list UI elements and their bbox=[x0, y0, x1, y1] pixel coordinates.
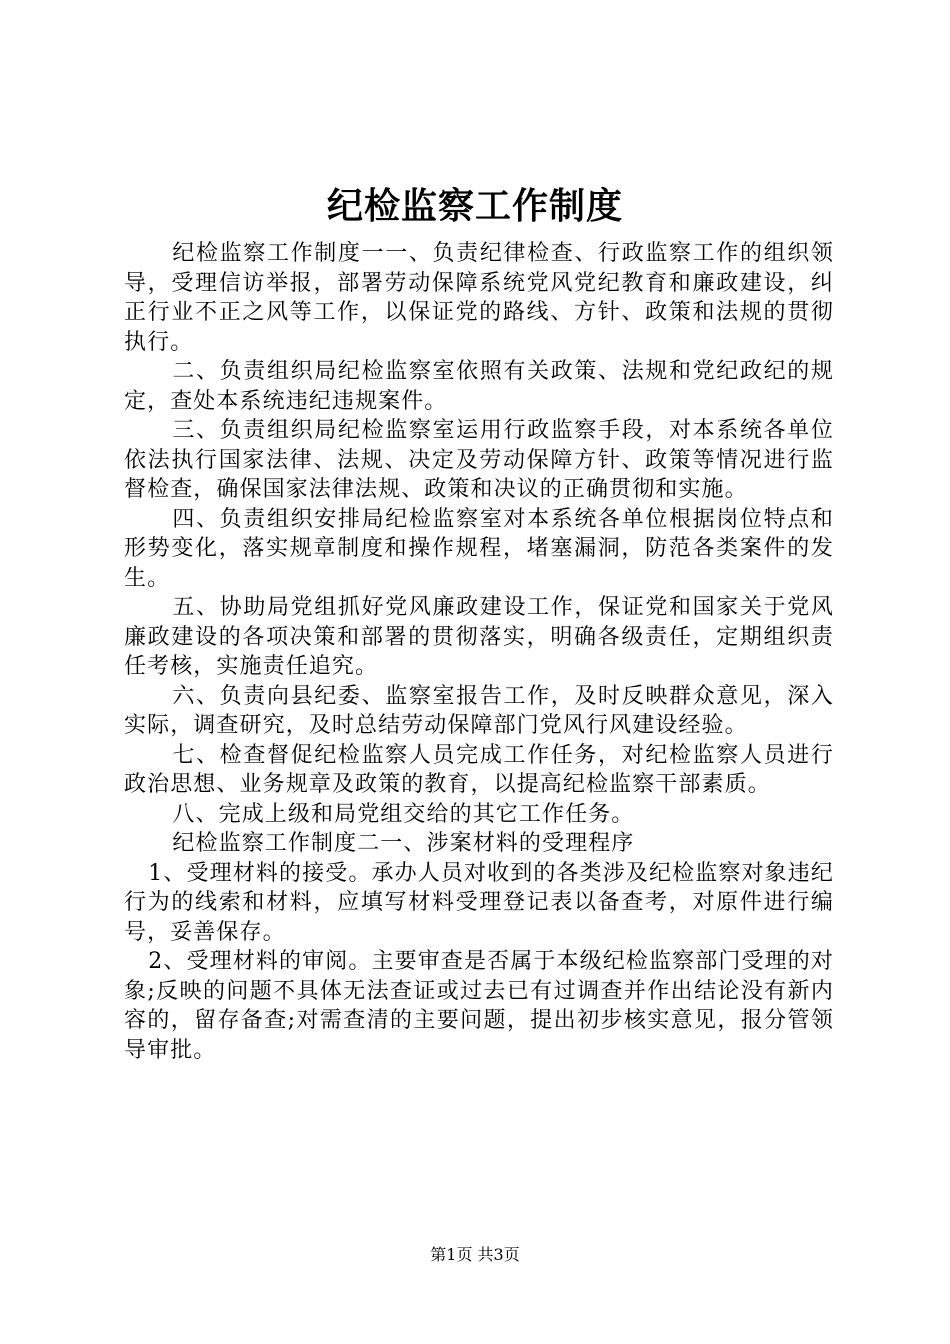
paragraph-9: 纪检监察工作制度二一、涉案材料的受理程序 bbox=[172, 831, 635, 856]
document-title: 纪检监察工作制度 bbox=[326, 185, 623, 227]
paragraph-6: 六、负责向县纪委、监察室报告工作，及时反映群众意见，深入实际，调查研究，及时总结劳动保障部门党风行风建设经验。 bbox=[124, 683, 834, 738]
paragraph-2: 二、负责组织局纪检监察室依照有关政策、法规和党纪政纪的规定，查处本系统违纪违规案件。 bbox=[124, 359, 834, 414]
paragraph-5: 五、协助局党组抓好党风廉政建设工作，保证党和国家关于党风廉政建设的各项决策和部署的贯彻落实，明确各级责任，定期组织责任考核，实施责任追究。 bbox=[124, 595, 834, 679]
paragraph-8: 八、完成上级和局党组交给的其它工作任务。 bbox=[172, 801, 635, 827]
paragraph-4: 四、负责组织安排局纪检监察室对本系统各单位根据岗位特点和形势变化，落实规章制度和操作规程，堵塞漏洞，防范各类案件的发生。 bbox=[124, 506, 834, 591]
paragraph-7: 七、检查督促纪检监察人员完成工作任务，对纪检监察人员进行政治思想、业务规章及政策的教育，以提高纪检监察干部素质。 bbox=[124, 742, 834, 797]
paragraph-11: 2、受理材料的审阅。主要审查是否属于本级纪检监察部门受理的对象;反映的问题不具体无法查证或过去已有过调查并作出结论没有新内容的，留存备查;对需查清的主要问题，提出初步核实意见，报分管领导审批。 bbox=[124, 949, 834, 1063]
paragraph-10: 1、受理材料的接受。承办人员对收到的各类涉及纪检监察对象违纪行为的线索和材料，应填写材料受理登记表以备查考，对原件进行编号，妥善保存。 bbox=[124, 860, 834, 945]
page-number-footer: 第1页 共3页 bbox=[430, 1245, 520, 1264]
paragraph-1: 纪检监察工作制度一一、负责纪律检查、行政监察工作的组织领导，受理信访举报，部署劳动保障系统党风党纪教育和廉政建设，纠正行业不正之风等工作，以保证党的路线、方针、政策和法规的贯彻执行。 bbox=[124, 241, 834, 355]
paragraph-3: 三、负责组织局纪检监察室运用行政监察手段，对本系统各单位依法执行国家法律、法规、决定及劳动保障方针、政策等情况进行监督检查，确保国家法律法规、政策和决议的正确贯彻和实施。 bbox=[124, 418, 834, 502]
document-body bbox=[124, 239, 834, 1065]
